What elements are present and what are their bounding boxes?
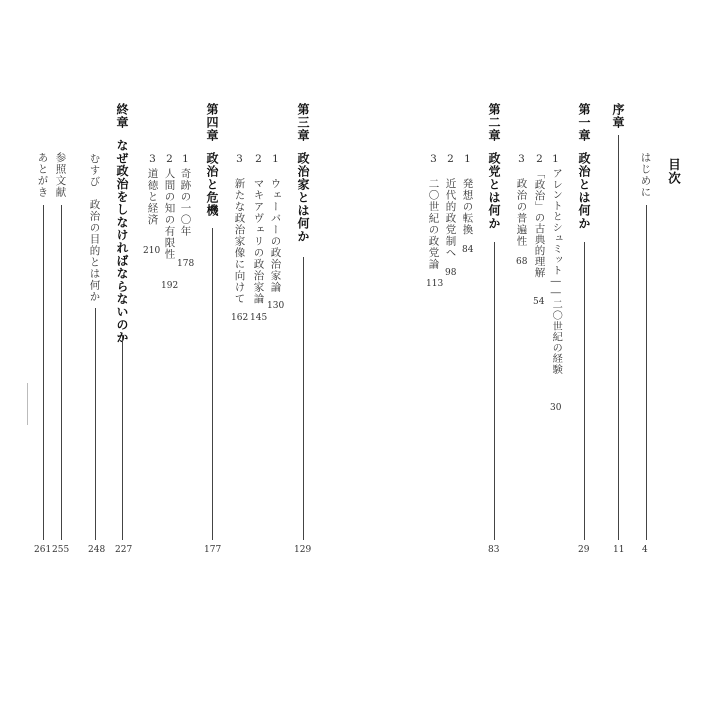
- leader-line: [494, 242, 495, 540]
- leader-line: [618, 135, 619, 540]
- leader-line: [43, 205, 44, 540]
- section-number: 1: [179, 153, 192, 165]
- page-number: 162: [231, 313, 249, 323]
- section-title[interactable]: 政治の普遍性: [515, 178, 528, 247]
- chapter-title[interactable]: 政党とは何か: [487, 152, 501, 230]
- page-number: 83: [488, 545, 500, 555]
- chapter-number: 第四章: [205, 103, 219, 142]
- chapter-title[interactable]: 政治と危機: [205, 152, 219, 217]
- page-number: 130: [267, 301, 285, 311]
- page-number: 29: [578, 545, 590, 555]
- section-title[interactable]: 「政治」の古典的理解: [533, 168, 546, 278]
- chapter-title[interactable]: なぜ政治をしなければならないのか: [115, 139, 129, 344]
- section-number: 3: [515, 153, 528, 165]
- page-number: 210: [143, 246, 161, 256]
- page-number: 54: [533, 297, 545, 307]
- page-number: 129: [294, 545, 312, 555]
- section-title[interactable]: 人間の知の有限性: [163, 168, 176, 260]
- section-title[interactable]: 道徳と経済: [146, 168, 159, 226]
- section-number: 2: [444, 153, 457, 165]
- section-number: 3: [146, 153, 159, 165]
- page-number: 11: [613, 545, 625, 555]
- section-title[interactable]: 新たな政治家像に向けて: [233, 178, 246, 305]
- chapter-number: 終章: [115, 103, 129, 129]
- toc-entry-musubi[interactable]: 政治の目的とは何か: [88, 199, 101, 303]
- section-number: 2: [252, 153, 265, 165]
- page-number: 98: [445, 268, 457, 278]
- leader-line: [61, 205, 62, 540]
- section-number: 3: [233, 153, 246, 165]
- page-number: 30: [550, 403, 562, 413]
- page-number: 4: [642, 545, 648, 555]
- section-title[interactable]: 発想の転換: [461, 178, 474, 236]
- leader-line: [212, 228, 213, 540]
- page-number: 68: [516, 257, 528, 267]
- page-number: 145: [250, 313, 268, 323]
- section-title[interactable]: 奇跡の一〇年: [179, 168, 192, 237]
- section-number: 1: [269, 153, 282, 165]
- page-number: 227: [115, 545, 133, 555]
- toc-entry-sanko[interactable]: 参照文献: [54, 152, 67, 198]
- leader-line: [95, 308, 96, 540]
- margin-mark: [27, 383, 28, 425]
- section-number: 3: [427, 153, 440, 165]
- page-number: 248: [88, 545, 106, 555]
- section-title[interactable]: マキアヴェリの政治家論: [252, 178, 265, 305]
- toc-entry-josho[interactable]: 序章: [611, 103, 625, 129]
- page-number: 192: [161, 281, 179, 291]
- chapter-title[interactable]: 政治家とは何か: [296, 152, 310, 243]
- section-number: 2: [533, 153, 546, 165]
- toc-entry-hajimeni[interactable]: はじめに: [639, 152, 652, 198]
- page-number: 177: [204, 545, 222, 555]
- page-number: 178: [177, 259, 195, 269]
- leader-line: [584, 242, 585, 540]
- section-title[interactable]: 近代的政党制へ: [444, 178, 457, 259]
- section-number: 2: [163, 153, 176, 165]
- section-title[interactable]: アレントとシュミット――二〇世紀の経験: [550, 168, 562, 375]
- chapter-number: 第三章: [296, 103, 310, 142]
- leader-line: [303, 257, 304, 540]
- chapter-number: 第一章: [577, 103, 591, 142]
- musubi-label: むすび: [88, 153, 101, 188]
- leader-line: [122, 335, 123, 540]
- chapter-title[interactable]: 政治とは何か: [577, 152, 591, 230]
- section-number: 1: [461, 153, 474, 165]
- page-number: 113: [426, 279, 444, 289]
- section-title[interactable]: ウェーバーの政治家論: [269, 178, 282, 293]
- section-title[interactable]: 二〇世紀の政党論: [427, 178, 440, 270]
- toc-title: 目次: [666, 158, 682, 185]
- page-number: 84: [462, 245, 474, 255]
- toc-entry-atogaki[interactable]: あとがき: [36, 152, 49, 198]
- chapter-number: 第二章: [487, 103, 501, 142]
- page-number: 255: [52, 545, 70, 555]
- section-number: 1: [549, 153, 562, 165]
- page-number: 261: [34, 545, 52, 555]
- leader-line: [646, 205, 647, 540]
